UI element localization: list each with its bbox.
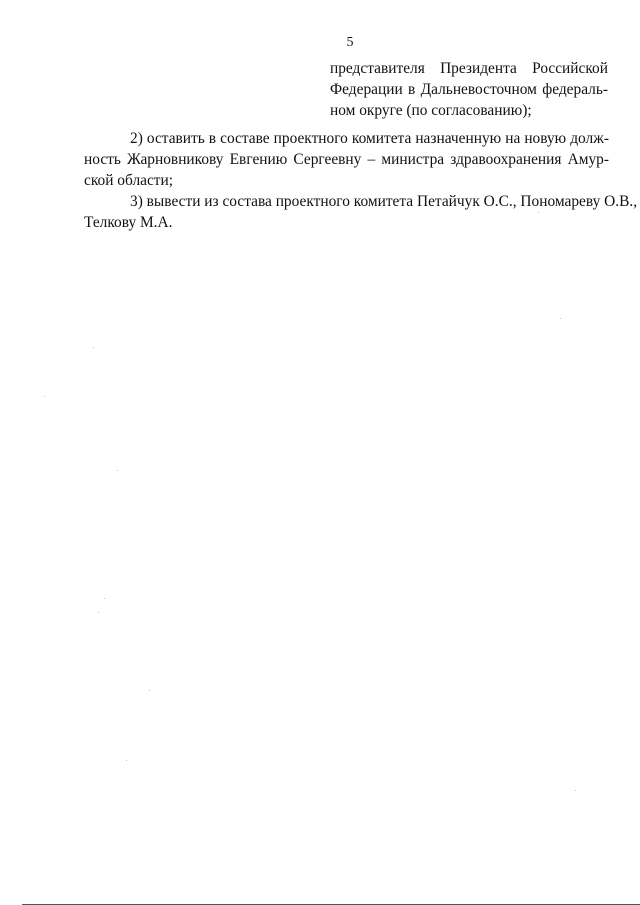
- representative-continuation: [330, 58, 608, 121]
- text-line: ность Жарновникову Евгению Сергеевну – министра здравоохранения Амур-: [84, 151, 609, 168]
- scan-speck: [98, 612, 99, 613]
- item-2-paragraph: [84, 128, 609, 191]
- scan-speck: [560, 318, 561, 319]
- text-line: представителя Президента Российской: [330, 60, 608, 77]
- scan-speck: [538, 212, 539, 213]
- scan-speck: [117, 470, 118, 471]
- text-line: Федерации в Дальневосточном федераль-: [330, 81, 608, 98]
- scan-speck: [93, 347, 94, 348]
- decision-items: [84, 128, 638, 233]
- scan-speck: [104, 598, 105, 599]
- scan-speck: [575, 790, 576, 791]
- text-line: 2) оставить в составе проектного комитета назначенную на новую долж-: [130, 130, 609, 147]
- scan-speck: [149, 690, 150, 691]
- scan-speck: [126, 760, 127, 761]
- item-3-paragraph: [84, 191, 638, 233]
- text-line: 3) вывести из состава проектного комитета Петайчук О.С., Пономареву О.В.,: [130, 193, 638, 210]
- text-line: Телкову М.А.: [84, 214, 173, 231]
- page-number: 5: [346, 35, 354, 50]
- text-line: ном округе (по согласованию);: [330, 102, 532, 119]
- text-line: ской области;: [84, 172, 174, 189]
- scan-speck: [44, 396, 45, 397]
